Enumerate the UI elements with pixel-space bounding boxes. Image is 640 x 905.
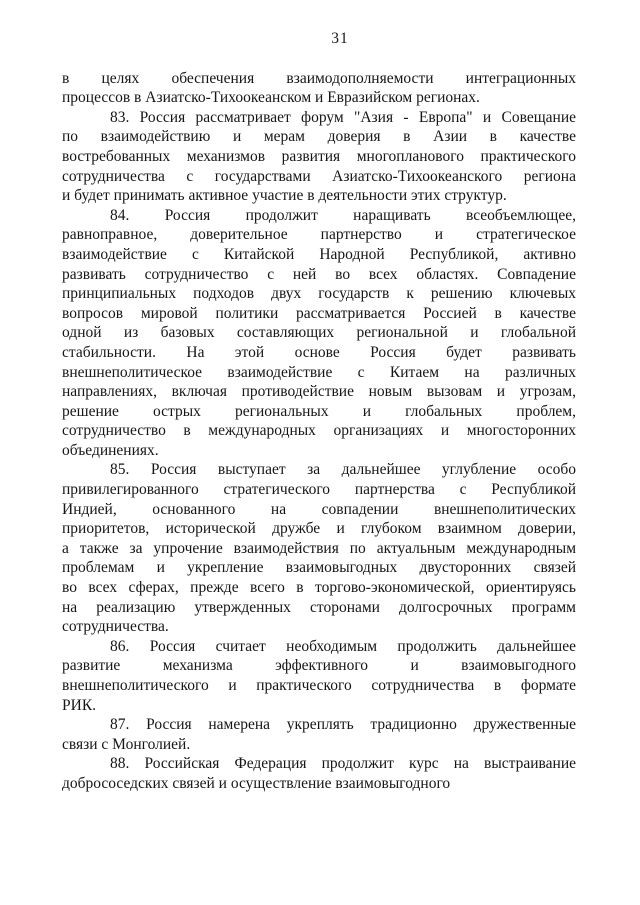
document-body	[62, 69, 576, 794]
para-83	[62, 108, 576, 206]
para-87	[62, 715, 576, 754]
para-88	[62, 754, 576, 793]
text-line: 83. Россия рассматривает форум "Азия - Европа" и Совещание	[110, 108, 576, 126]
page-number: 31	[331, 30, 349, 47]
text-line: приоритетов, исторической дружбе и глубоком взаимном доверии,	[62, 520, 576, 538]
para-85	[62, 460, 576, 636]
text-line: 85. Россия выступает за дальнейшее углубление особо	[110, 461, 576, 479]
text-line: по взаимодействию и мерам доверия в Азии в качестве	[62, 128, 576, 146]
text-line: 84. Россия продолжит наращивать всеобъемлющее,	[110, 206, 576, 224]
text-line: вопросов мировой политики рассматривается Россией в качестве	[62, 304, 576, 322]
text-line: и будет принимать активное участие в деятельности этих структур.	[62, 187, 507, 205]
para-86	[62, 637, 576, 715]
text-line: развитие механизма эффективного и взаимовыгодного	[62, 657, 576, 675]
text-line: 87. Россия намерена укреплять традиционно дружественные	[110, 716, 576, 734]
para-84	[62, 206, 576, 461]
text-line: 86. Россия считает необходимым продолжить дальнейшее	[110, 637, 576, 655]
text-line: объединениях.	[62, 441, 159, 459]
text-line: принципиальных подходов двух государств к решению ключевых	[62, 285, 576, 303]
text-line: на реализацию утвержденных сторонами долгосрочных программ	[62, 598, 576, 616]
text-line: РИК.	[62, 696, 97, 714]
text-line: Индией, основанного на совпадении внешнеполитических	[62, 500, 576, 518]
text-line: направлениях, включая противодействие новым вызовам и угрозам,	[62, 383, 576, 401]
text-line: внешнеполитического и практического сотрудничества в формате	[62, 677, 576, 694]
para-continuation	[62, 69, 576, 108]
text-line: привилегированного стратегического партнерства с Республикой	[62, 481, 576, 499]
text-line: внешнеполитическое взаимодействие с Китаем на различных	[62, 363, 576, 381]
text-line: связи с Монголией.	[62, 735, 191, 753]
text-line: проблемам и укрепление взаимовыгодных двусторонних связей	[62, 559, 576, 577]
text-line: сотрудничества с государствами Азиатско-Тихоокеанского региона	[62, 167, 576, 185]
text-line: процессов в Азиатско-Тихоокеанском и Евразийском регионах.	[62, 89, 480, 107]
text-line: одной из базовых составляющих региональной и глобальной	[62, 324, 576, 342]
text-line: а также за упрочение взаимодействия по актуальным международным	[62, 539, 576, 557]
text-line: сотрудничество в международных организациях и многосторонних	[62, 422, 576, 440]
text-line: сотрудничества.	[62, 618, 169, 636]
text-line: решение острых региональных и глобальных проблем,	[62, 402, 576, 420]
text-line: добрососедских связей и осуществление взаимовыгодного	[62, 774, 451, 792]
text-line: в целях обеспечения взаимодополняемости интеграционных	[62, 69, 576, 87]
text-line: развивать сотрудничество с ней во всех областях. Совпадение	[62, 265, 576, 283]
text-line: взаимодействие с Китайской Народной Республикой, активно	[62, 245, 576, 263]
text-line: востребованных механизмов развития многопланового практического	[62, 147, 576, 165]
text-line: 88. Российская Федерация продолжит курс на выстраивание	[110, 755, 576, 773]
text-line: во всех сферах, прежде всего в торгово-экономической, ориентируясь	[62, 579, 576, 597]
text-line: стабильности. На этой основе Россия будет развивать	[62, 343, 576, 361]
text-line: равноправное, доверительное партнерство и стратегическое	[62, 226, 576, 244]
